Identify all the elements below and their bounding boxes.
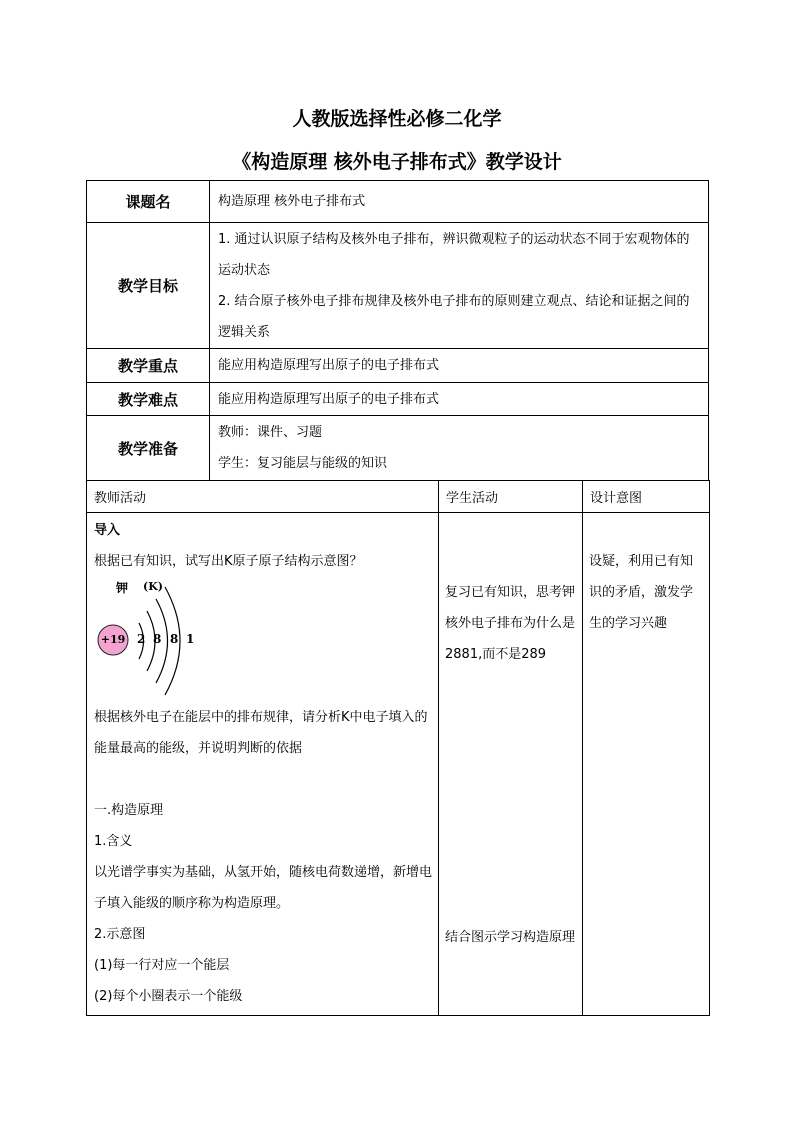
student-activity-cell [439,513,583,1016]
document-subtitle: 《构造原理 核外电子排布式》教学设计 [232,151,562,173]
info-line: 1. 通过认识原子结构及核外电子排布，辨识微观粒子的运动状态不同于宏观物体的运动状态 [218,231,690,278]
lesson-info-table [86,180,709,481]
atom-structure-diagram [94,577,432,702]
info-line: 能应用构造原理写出原子的电子排布式 [218,358,440,373]
element-name: 钾 [116,581,129,595]
info-value [210,416,709,481]
shell-count: 8 [170,632,179,646]
item2-point-b: (2)每个小圈表示一个能级 [94,989,243,1004]
intro-heading: 导入 [94,523,121,538]
info-label: 教学目标 [87,223,210,349]
header-student: 学生活动 [439,481,583,513]
info-row-preparation [87,416,709,481]
header-teacher: 教师活动 [87,481,439,513]
document-title: 人教版选择性必修二化学 [292,108,502,130]
item2-title: 2.示意图 [94,927,146,942]
intent-cell [583,513,710,1016]
info-value [210,181,709,223]
info-row-objectives [87,223,709,349]
shell-count: 8 [153,632,162,646]
activity-body-row [87,513,710,1016]
info-value [210,223,709,349]
info-line: 能应用构造原理写出原子的电子排布式 [218,391,440,407]
info-row-difficulties [87,383,709,416]
header-intent: 设计意图 [583,481,710,513]
item1-text: 以光谱学事实为基础，从氢开始，随核电荷数递增，新增电子填入能级的顺序称为构造原理。 [94,865,433,911]
teacher-activity-cell [87,513,439,1016]
activity-header-row [87,481,710,513]
section-title: 一.构造原理 [94,803,164,818]
info-value [210,383,709,416]
element-symbol: (K) [143,580,163,593]
item2-point-a: (1)每一行对应一个能层 [94,958,230,973]
analysis-text: 根据核外电子在能层中的排布规律，请分析K中电子填入的能量最高的能级，并说明判断的依据 [94,710,428,756]
intent-text-1: 设疑，利用已有知识的矛盾，激发学生的学习兴趣 [589,554,694,631]
info-label: 课题名 [87,181,210,223]
intro-question: 根据已有知识，试写出K原子原子结构示意图？ [94,554,363,569]
info-row-topic [87,181,709,223]
info-line: 教师：课件、习题 [218,425,323,440]
info-line: 学生：复习能层与能级的知识 [218,456,388,471]
shell-count: 2 [137,632,146,646]
info-value [210,349,709,383]
shell-count: 1 [186,632,195,646]
student-text-1: 复习已有知识，思考钾核外电子排布为什么是2881,而不是289 [445,585,576,662]
item1-title: 1.含义 [94,834,133,849]
info-label: 教学难点 [87,383,210,416]
info-label: 教学准备 [87,416,210,481]
activity-table [86,480,710,1016]
info-line: 构造原理 核外电子排布式 [218,194,366,209]
nucleus-charge: +19 [100,633,126,646]
info-label: 教学重点 [87,349,210,383]
info-line: 2. 结合原子核外电子排布规律及核外电子排布的原则建立观点、结论和证据之间的逻辑关系 [218,293,690,340]
student-text-2: 结合图示学习构造原理 [445,930,576,945]
info-row-key-points [87,349,709,383]
